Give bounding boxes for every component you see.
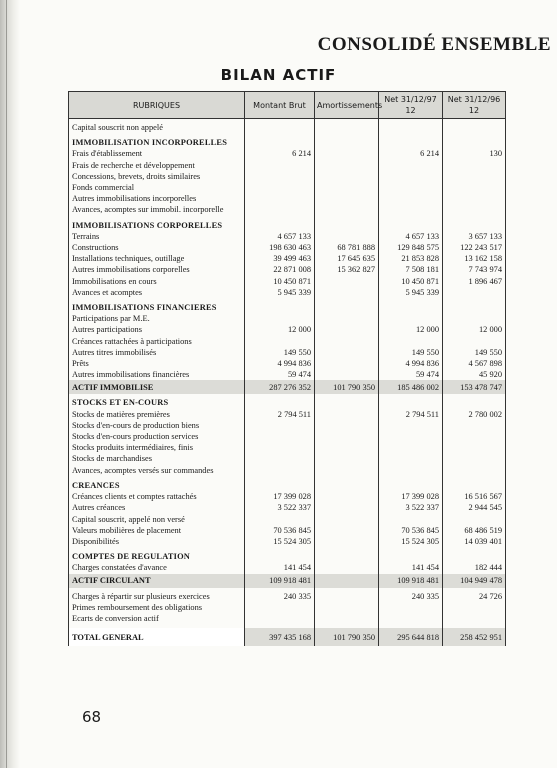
- cell-amortissements: [315, 324, 379, 335]
- table-row: [69, 193, 506, 204]
- cell-amortissements: [315, 193, 379, 204]
- cell-amortissements: [315, 420, 379, 431]
- cell-net-1996: 4 567 898: [443, 358, 506, 369]
- row-label: Stocks produits intermédiaires, finis: [69, 442, 245, 453]
- row-label: Charges à répartir sur plusieurs exercices: [69, 588, 245, 602]
- cell-montant-brut: [245, 613, 315, 624]
- table-row: [69, 613, 506, 624]
- col-header-amortissements: Amortissements: [315, 92, 379, 119]
- cell-amortissements: [315, 613, 379, 624]
- cell-net-1996: [443, 551, 506, 562]
- section-label: IMMOBILISATION INCORPORELLES: [69, 137, 245, 148]
- cell-amortissements: [315, 491, 379, 502]
- cell-montant-brut: [245, 137, 315, 148]
- table-row: [69, 347, 506, 358]
- cell-montant-brut: [245, 442, 315, 453]
- cell-montant-brut: [245, 514, 315, 525]
- cell-amortissements: [315, 588, 379, 602]
- cell-montant-brut: 6 214: [245, 148, 315, 159]
- row-label: Avances et acomptes: [69, 287, 245, 298]
- section-label: IMMOBILISATIONS CORPORELLES: [69, 220, 245, 231]
- cell-montant-brut: 59 474: [245, 369, 315, 380]
- cell-net-1997: 129 848 575: [379, 242, 443, 253]
- cell-net-1996: 13 162 158: [443, 253, 506, 264]
- table-row: [69, 369, 506, 380]
- cell-montant-brut: 4 657 133: [245, 231, 315, 242]
- cell-net-1996: 182 444: [443, 562, 506, 573]
- row-label: Prêts: [69, 358, 245, 369]
- table-row: [69, 465, 506, 476]
- section-label: CREANCES: [69, 480, 245, 491]
- cell-montant-brut: 4 994 836: [245, 358, 315, 369]
- table-row: [69, 588, 506, 602]
- cell-net-1997: 21 853 828: [379, 253, 443, 264]
- cell-montant-brut: [245, 336, 315, 347]
- cell-net-1996: 122 243 517: [443, 242, 506, 253]
- cell-net-1996: [443, 302, 506, 313]
- table-row: [69, 409, 506, 420]
- cell-montant-brut: [245, 204, 315, 215]
- cell-amortissements: [315, 602, 379, 613]
- table-row: [69, 242, 506, 253]
- cell-net-1997: [379, 431, 443, 442]
- section-row: [69, 302, 506, 313]
- cell-montant-brut: 70 536 845: [245, 525, 315, 536]
- cell-net-1996: [443, 160, 506, 171]
- cell-net-1996: 2 780 002: [443, 409, 506, 420]
- row-label: ACTIF CIRCULANT: [69, 574, 245, 588]
- cell-amortissements: 15 362 827: [315, 264, 379, 275]
- cell-amortissements: [315, 160, 379, 171]
- cell-net-1997: 15 524 305: [379, 536, 443, 547]
- row-label: Stocks de matières premières: [69, 409, 245, 420]
- table-row: [69, 264, 506, 275]
- table-row: [69, 536, 506, 547]
- cell-montant-brut: [245, 453, 315, 464]
- cell-net-1996: [443, 420, 506, 431]
- row-label: Primes remboursement des obligations: [69, 602, 245, 613]
- row-label: Avances, acomptes sur immobil. incorporelle: [69, 204, 245, 215]
- cell-net-1996: [443, 204, 506, 215]
- cell-net-1997: [379, 182, 443, 193]
- cell-net-1996: [443, 220, 506, 231]
- table-row: [69, 502, 506, 513]
- cell-net-1996: 12 000: [443, 324, 506, 335]
- cell-net-1996: [443, 453, 506, 464]
- cell-net-1997: 70 536 845: [379, 525, 443, 536]
- row-label: Autres immobilisations corporelles: [69, 264, 245, 275]
- cell-amortissements: [315, 336, 379, 347]
- cell-montant-brut: [245, 431, 315, 442]
- cell-net-1996: [443, 480, 506, 491]
- row-label: Avances, acomptes versés sur commandes: [69, 465, 245, 476]
- cell-net-1997: [379, 453, 443, 464]
- row-label: Participations par M.E.: [69, 313, 245, 324]
- table-row: [69, 491, 506, 502]
- cell-net-1997: 185 486 002: [379, 380, 443, 394]
- section-row: [69, 480, 506, 491]
- cell-net-1997: 59 474: [379, 369, 443, 380]
- cell-amortissements: [315, 480, 379, 491]
- cell-net-1997: 12 000: [379, 324, 443, 335]
- section-label: STOCKS ET EN-COURS: [69, 394, 245, 408]
- table-row: [69, 204, 506, 215]
- col-header-rubriques: RUBRIQUES: [69, 92, 245, 119]
- table-row: [69, 358, 506, 369]
- table-header-row: [69, 92, 506, 119]
- cell-net-1997: [379, 119, 443, 134]
- cell-net-1996: [443, 465, 506, 476]
- row-label: Créances clients et comptes rattachés: [69, 491, 245, 502]
- cell-net-1997: 295 644 818: [379, 628, 443, 646]
- table-row: [69, 324, 506, 335]
- cell-montant-brut: 10 450 871: [245, 276, 315, 287]
- row-label: Stocks d'en-cours de production biens: [69, 420, 245, 431]
- section-label: COMPTES DE REGULATION: [69, 551, 245, 562]
- cell-amortissements: 17 645 635: [315, 253, 379, 264]
- cell-net-1996: 130: [443, 148, 506, 159]
- cell-amortissements: [315, 465, 379, 476]
- row-label: Immobilisations en cours: [69, 276, 245, 287]
- cell-montant-brut: 5 945 339: [245, 287, 315, 298]
- row-label: Autres participations: [69, 324, 245, 335]
- row-label: Terrains: [69, 231, 245, 242]
- row-label: Capital souscrit non appelé: [69, 119, 245, 134]
- cell-net-1997: 10 450 871: [379, 276, 443, 287]
- cell-amortissements: [315, 369, 379, 380]
- cell-net-1997: 141 454: [379, 562, 443, 573]
- row-label: Valeurs mobilières de placement: [69, 525, 245, 536]
- page-binding: [0, 0, 20, 768]
- table-row: [69, 182, 506, 193]
- cell-net-1997: [379, 602, 443, 613]
- total-row: [69, 574, 506, 588]
- table-row: [69, 313, 506, 324]
- cell-montant-brut: [245, 420, 315, 431]
- cell-net-1997: 2 794 511: [379, 409, 443, 420]
- page-number: 68: [82, 708, 102, 726]
- cell-montant-brut: 198 630 463: [245, 242, 315, 253]
- table-row: [69, 431, 506, 442]
- cell-net-1996: 1 896 467: [443, 276, 506, 287]
- total-row: [69, 628, 506, 646]
- cell-net-1997: [379, 514, 443, 525]
- cell-amortissements: [315, 394, 379, 408]
- section-row: [69, 137, 506, 148]
- row-label: Autres titres immobilisés: [69, 347, 245, 358]
- cell-amortissements: [315, 347, 379, 358]
- cell-net-1996: 16 516 567: [443, 491, 506, 502]
- cell-montant-brut: 149 550: [245, 347, 315, 358]
- cell-amortissements: [315, 302, 379, 313]
- cell-amortissements: [315, 562, 379, 573]
- cell-net-1997: [379, 220, 443, 231]
- cell-net-1997: [379, 193, 443, 204]
- cell-amortissements: [315, 409, 379, 420]
- cell-montant-brut: [245, 171, 315, 182]
- cell-montant-brut: [245, 220, 315, 231]
- cell-net-1996: 153 478 747: [443, 380, 506, 394]
- row-label: Constructions: [69, 242, 245, 253]
- cell-net-1997: 4 657 133: [379, 231, 443, 242]
- row-label: Stocks d'en-cours production services: [69, 431, 245, 442]
- cell-net-1997: [379, 551, 443, 562]
- cell-montant-brut: 141 454: [245, 562, 315, 573]
- cell-net-1996: [443, 442, 506, 453]
- cell-net-1996: [443, 171, 506, 182]
- table-row: [69, 148, 506, 159]
- cell-net-1996: [443, 313, 506, 324]
- row-label: Fonds commercial: [69, 182, 245, 193]
- row-label: Autres créances: [69, 502, 245, 513]
- row-label: ACTIF IMMOBILISE: [69, 380, 245, 394]
- cell-net-1996: [443, 336, 506, 347]
- cell-net-1996: [443, 137, 506, 148]
- cell-net-1996: [443, 193, 506, 204]
- table-body: [69, 119, 506, 647]
- cell-net-1996: 2 944 545: [443, 502, 506, 513]
- cell-net-1996: [443, 613, 506, 624]
- cell-montant-brut: 397 435 168: [245, 628, 315, 646]
- total-row: [69, 380, 506, 394]
- cell-amortissements: [315, 204, 379, 215]
- row-label: Installations techniques, outillage: [69, 253, 245, 264]
- table-row: [69, 171, 506, 182]
- table-row: [69, 562, 506, 573]
- cell-montant-brut: 39 499 463: [245, 253, 315, 264]
- cell-net-1996: [443, 514, 506, 525]
- cell-montant-brut: [245, 193, 315, 204]
- cell-amortissements: 101 790 350: [315, 380, 379, 394]
- cell-net-1997: [379, 394, 443, 408]
- row-label: Créances rattachées à participations: [69, 336, 245, 347]
- table-row: [69, 420, 506, 431]
- col-header-net-1997: Net 31/12/97 12: [379, 92, 443, 119]
- cell-net-1996: [443, 394, 506, 408]
- cell-net-1997: [379, 160, 443, 171]
- cell-net-1996: [443, 119, 506, 134]
- table-row: [69, 442, 506, 453]
- cell-montant-brut: [245, 602, 315, 613]
- cell-amortissements: [315, 119, 379, 134]
- table-row: [69, 336, 506, 347]
- row-label: Autres immobilisations financières: [69, 369, 245, 380]
- col-header-montant-brut: Montant Brut: [245, 92, 315, 119]
- section-row: [69, 394, 506, 408]
- row-label: Autres immobilisations incorporelles: [69, 193, 245, 204]
- cell-net-1996: 149 550: [443, 347, 506, 358]
- cell-net-1997: [379, 137, 443, 148]
- cell-net-1997: [379, 465, 443, 476]
- section-header: CONSOLIDÉ ENSEMBLE: [317, 34, 551, 55]
- table-row: [69, 276, 506, 287]
- cell-net-1997: 7 508 181: [379, 264, 443, 275]
- cell-amortissements: [315, 551, 379, 562]
- row-label: Frais de recherche et développement: [69, 160, 245, 171]
- cell-amortissements: [315, 442, 379, 453]
- cell-montant-brut: 15 524 305: [245, 536, 315, 547]
- cell-net-1996: 7 743 974: [443, 264, 506, 275]
- cell-montant-brut: [245, 480, 315, 491]
- cell-montant-brut: [245, 119, 315, 134]
- table-row: [69, 514, 506, 525]
- row-label: Capital souscrit, appelé non versé: [69, 514, 245, 525]
- table-row: [69, 602, 506, 613]
- cell-net-1996: [443, 602, 506, 613]
- cell-amortissements: [315, 536, 379, 547]
- cell-montant-brut: [245, 394, 315, 408]
- cell-amortissements: [315, 171, 379, 182]
- cell-net-1997: 240 335: [379, 588, 443, 602]
- cell-montant-brut: 12 000: [245, 324, 315, 335]
- cell-net-1996: [443, 287, 506, 298]
- cell-net-1997: [379, 313, 443, 324]
- table-row: [69, 160, 506, 171]
- cell-net-1997: 109 918 481: [379, 574, 443, 588]
- section-row: [69, 551, 506, 562]
- cell-net-1997: [379, 171, 443, 182]
- cell-amortissements: [315, 287, 379, 298]
- cell-net-1997: [379, 302, 443, 313]
- cell-net-1997: [379, 420, 443, 431]
- cell-net-1997: 3 522 337: [379, 502, 443, 513]
- table-row: [69, 287, 506, 298]
- table-row: [69, 253, 506, 264]
- cell-net-1996: 104 949 478: [443, 574, 506, 588]
- cell-amortissements: [315, 231, 379, 242]
- cell-net-1997: 4 994 836: [379, 358, 443, 369]
- cell-amortissements: 68 781 888: [315, 242, 379, 253]
- col-header-net-1996: Net 31/12/96 12: [443, 92, 506, 119]
- cell-amortissements: [315, 502, 379, 513]
- balance-sheet-table: [68, 91, 506, 646]
- cell-montant-brut: [245, 182, 315, 193]
- cell-montant-brut: [245, 465, 315, 476]
- cell-amortissements: [315, 431, 379, 442]
- section-label: IMMOBILISATIONS FINANCIERES: [69, 302, 245, 313]
- cell-net-1997: 5 945 339: [379, 287, 443, 298]
- cell-montant-brut: [245, 302, 315, 313]
- cell-montant-brut: 22 871 008: [245, 264, 315, 275]
- section-row: [69, 220, 506, 231]
- table-row: [69, 525, 506, 536]
- cell-amortissements: [315, 182, 379, 193]
- cell-montant-brut: 3 522 337: [245, 502, 315, 513]
- cell-amortissements: [315, 453, 379, 464]
- cell-amortissements: [315, 276, 379, 287]
- cell-net-1997: [379, 336, 443, 347]
- cell-net-1996: [443, 431, 506, 442]
- table-row: [69, 119, 506, 134]
- cell-montant-brut: [245, 160, 315, 171]
- cell-amortissements: [315, 137, 379, 148]
- row-label: Stocks de marchandises: [69, 453, 245, 464]
- cell-net-1996: 258 452 951: [443, 628, 506, 646]
- cell-amortissements: 101 790 350: [315, 628, 379, 646]
- cell-montant-brut: 109 918 481: [245, 574, 315, 588]
- cell-amortissements: [315, 525, 379, 536]
- cell-amortissements: [315, 220, 379, 231]
- row-label: TOTAL GENERAL: [69, 628, 245, 646]
- cell-montant-brut: 287 276 352: [245, 380, 315, 394]
- cell-montant-brut: [245, 313, 315, 324]
- cell-net-1996: 3 657 133: [443, 231, 506, 242]
- page-title: BILAN ACTIF: [220, 66, 337, 84]
- cell-net-1997: [379, 204, 443, 215]
- cell-net-1997: [379, 613, 443, 624]
- cell-net-1997: 17 399 028: [379, 491, 443, 502]
- row-label: Disponibilités: [69, 536, 245, 547]
- cell-montant-brut: [245, 551, 315, 562]
- cell-net-1997: [379, 442, 443, 453]
- cell-amortissements: [315, 358, 379, 369]
- table-row: [69, 231, 506, 242]
- cell-net-1997: 149 550: [379, 347, 443, 358]
- cell-net-1996: 45 920: [443, 369, 506, 380]
- cell-net-1996: 24 726: [443, 588, 506, 602]
- cell-net-1996: 14 039 401: [443, 536, 506, 547]
- cell-net-1997: [379, 480, 443, 491]
- cell-amortissements: [315, 574, 379, 588]
- cell-montant-brut: 240 335: [245, 588, 315, 602]
- cell-net-1996: [443, 182, 506, 193]
- row-label: Charges constatées d'avance: [69, 562, 245, 573]
- cell-amortissements: [315, 313, 379, 324]
- cell-montant-brut: 17 399 028: [245, 491, 315, 502]
- row-label: Frais d'établissement: [69, 148, 245, 159]
- cell-net-1997: 6 214: [379, 148, 443, 159]
- cell-amortissements: [315, 148, 379, 159]
- row-label: Concessions, brevets, droits similaires: [69, 171, 245, 182]
- cell-montant-brut: 2 794 511: [245, 409, 315, 420]
- cell-net-1996: 68 486 519: [443, 525, 506, 536]
- cell-amortissements: [315, 514, 379, 525]
- row-label: Ecarts de conversion actif: [69, 613, 245, 624]
- table-row: [69, 453, 506, 464]
